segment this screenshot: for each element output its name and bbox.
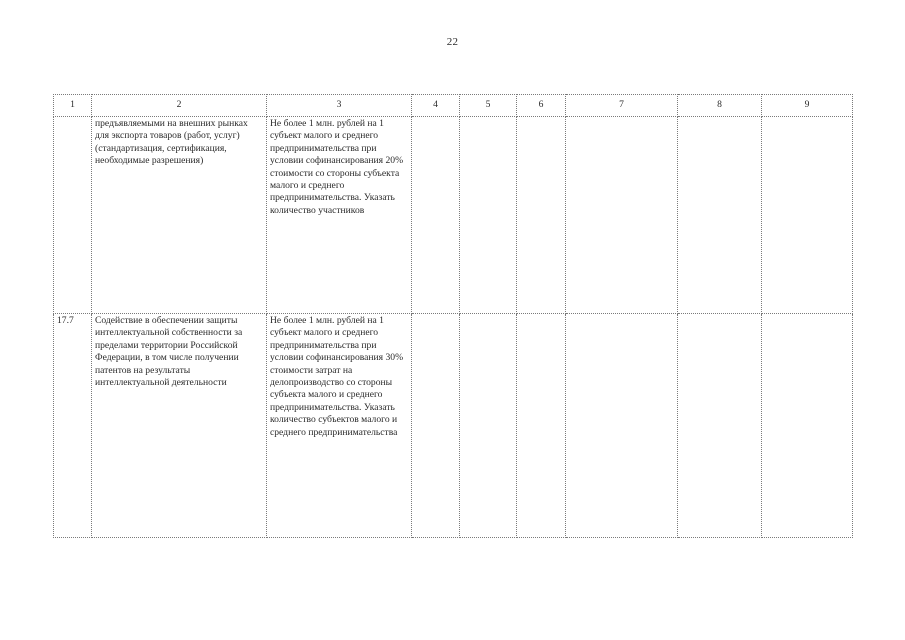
- row-number-cell: 17.7: [54, 314, 92, 538]
- table-cell: [678, 314, 762, 538]
- row-number-cell: [54, 117, 92, 314]
- column-header-6: 6: [517, 95, 566, 117]
- table-cell: [762, 314, 853, 538]
- conditions-cell: Не более 1 млн. рублей на 1 субъект малого и среднего предпринимательства при условии софинансирования 20% стоимости со стороны субъекта малого и среднего предпринимательства. Указать количество участников: [267, 117, 412, 314]
- column-header-5: 5: [460, 95, 517, 117]
- column-header-8: 8: [678, 95, 762, 117]
- table-cell: [412, 117, 460, 314]
- table-cell: [566, 117, 678, 314]
- table-cell: [566, 314, 678, 538]
- table-cell: [460, 117, 517, 314]
- page-number: 22: [446, 36, 459, 48]
- table-header-row: [54, 95, 853, 117]
- measure-name-cell: предъявляемыми на внешних рынках для экспорта товаров (работ, услуг) (стандартизация, сертификация, необходимые разрешения): [92, 117, 267, 314]
- table-cell: [762, 117, 853, 314]
- column-header-1: 1: [54, 95, 92, 117]
- table-cell: [412, 314, 460, 538]
- column-header-3: 3: [267, 95, 412, 117]
- table-cell: [460, 314, 517, 538]
- column-header-4: 4: [412, 95, 460, 117]
- table-cell: [678, 117, 762, 314]
- measures-table: [53, 94, 853, 538]
- column-header-9: 9: [762, 95, 853, 117]
- column-header-7: 7: [566, 95, 678, 117]
- table-cell: [517, 314, 566, 538]
- column-header-2: 2: [92, 95, 267, 117]
- table-row: [54, 117, 853, 314]
- measure-name-cell: Содействие в обеспечении защиты интеллектуальной собственности за пределами территории Российской Федерации, в том числе получении патентов на результаты интеллектуальной деятельности: [92, 314, 267, 538]
- table-cell: [517, 117, 566, 314]
- table-row: [54, 314, 853, 538]
- conditions-cell: Не более 1 млн. рублей на 1 субъект малого и среднего предпринимательства при условии софинансирования 30% стоимости затрат на делопроизводство со стороны субъекта малого и среднего предпринимательства. Указать количество субъектов малого и среднего предпринимательства: [267, 314, 412, 538]
